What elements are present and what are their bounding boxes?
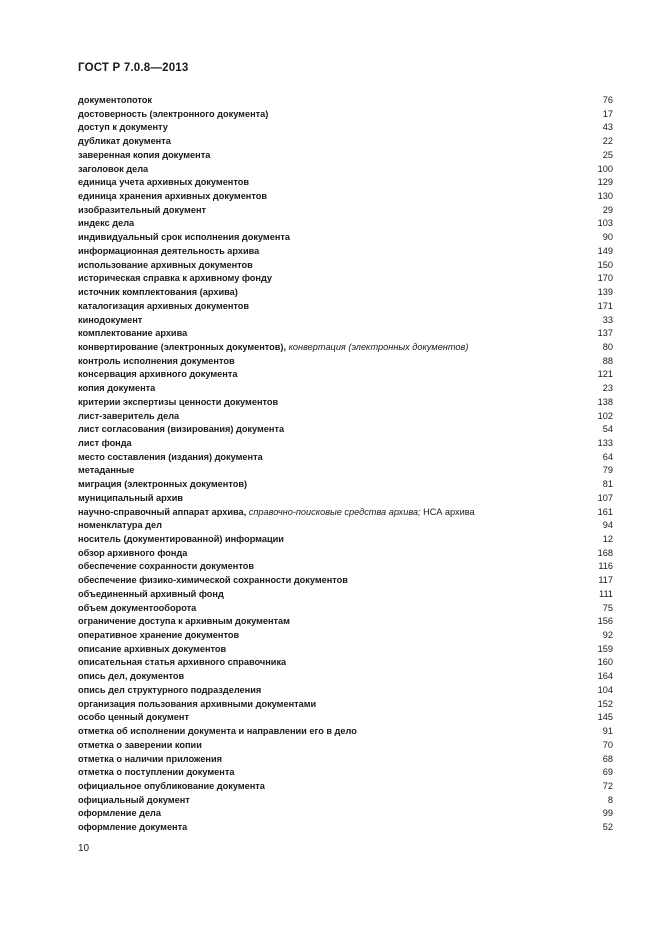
index-entry-page-number: 43 bbox=[602, 122, 613, 133]
index-entry bbox=[78, 108, 613, 122]
index-entry-term-main: копия документа bbox=[78, 383, 156, 394]
index-entry bbox=[78, 629, 613, 643]
index-entry-term bbox=[78, 231, 290, 245]
index-entry-term-main: официальный документ bbox=[78, 794, 190, 805]
index-entry bbox=[78, 821, 613, 835]
index-entry bbox=[78, 807, 613, 821]
index-entry-term-main: единица учета архивных документов bbox=[78, 177, 249, 188]
index-entry-term-main: конвертирование (электронных документов), bbox=[78, 341, 287, 352]
index-entry-term-main: номенклатура дел bbox=[78, 520, 162, 531]
index-entry-term-main: отметка о наличии приложения bbox=[78, 753, 222, 764]
index-entry-page-number: 91 bbox=[602, 726, 613, 737]
index-entry-term bbox=[78, 382, 155, 396]
index-entry-term-main: отметка об исполнении документа и направлении его в дело bbox=[78, 726, 357, 737]
index-entry-page-number: 129 bbox=[597, 177, 613, 188]
index-entry-term bbox=[78, 300, 249, 314]
index-entry-page-number: 29 bbox=[602, 204, 613, 215]
index-entry-page-number: 164 bbox=[597, 671, 613, 682]
index-entry bbox=[78, 478, 613, 492]
index-entry bbox=[78, 368, 613, 382]
index-entry-term bbox=[78, 766, 234, 780]
index-entry-term-main: миграция (электронных документов) bbox=[78, 479, 248, 490]
index-entry-term-main: консервация архивного документа bbox=[78, 369, 238, 380]
index-entry-page-number: 171 bbox=[597, 300, 613, 311]
index-entry-term bbox=[78, 670, 184, 684]
index-entry bbox=[78, 615, 613, 629]
index-entry bbox=[78, 300, 613, 314]
index-entry-term bbox=[78, 437, 132, 451]
index-entry bbox=[78, 519, 613, 533]
index-entry-term bbox=[78, 121, 168, 135]
index-entry-term-synonym: конвертация (электронных документов) bbox=[286, 341, 469, 352]
index-entry-term-main: описательная статья архивного справочника bbox=[78, 657, 287, 668]
index-entry bbox=[78, 698, 613, 712]
index-entry-term bbox=[78, 464, 134, 478]
index-entry-term-main: оформление дела bbox=[78, 808, 162, 819]
index-entry-term-main: оперативное хранение документов bbox=[78, 630, 240, 641]
index-entry-term-main: организация пользования архивными документами bbox=[78, 698, 317, 709]
index-entry-page-number: 102 bbox=[597, 410, 613, 421]
index-entry-page-number: 81 bbox=[602, 479, 613, 490]
index-entry bbox=[78, 794, 613, 808]
index-entry-page-number: 133 bbox=[597, 437, 613, 448]
index-entry bbox=[78, 231, 613, 245]
index-entry-term bbox=[78, 286, 238, 300]
index-entry-term-main: официальное опубликование документа bbox=[78, 780, 265, 791]
index-entry-term bbox=[78, 643, 226, 657]
index-entry-term bbox=[78, 176, 249, 190]
index-entry-term bbox=[78, 478, 247, 492]
index-entry-page-number: 23 bbox=[602, 383, 613, 394]
index-entry-term-main: опись дел структурного подразделения bbox=[78, 684, 262, 695]
index-entry-term bbox=[78, 396, 278, 410]
index-entry-term-main: информационная деятельность архива bbox=[78, 245, 260, 256]
index-entry-term-main: документопоток bbox=[78, 95, 152, 105]
index-entry-term-main: заголовок дела bbox=[78, 163, 149, 174]
index-entry-page-number: 150 bbox=[597, 259, 613, 270]
index-entry-term bbox=[78, 615, 290, 629]
index-entry-term bbox=[78, 807, 161, 821]
index-entry bbox=[78, 163, 613, 177]
index-entry-term bbox=[78, 163, 148, 177]
index-entry-term-main: обзор архивного фонда bbox=[78, 547, 188, 558]
index-entry-term bbox=[78, 190, 267, 204]
index-entry-term bbox=[78, 739, 202, 753]
index-entry-term bbox=[78, 272, 272, 286]
index-entry bbox=[78, 135, 613, 149]
index-entry bbox=[78, 327, 613, 341]
index-entry-term bbox=[78, 423, 284, 437]
index-entry bbox=[78, 643, 613, 657]
index-entry bbox=[78, 272, 613, 286]
index-entry-page-number: 54 bbox=[602, 424, 613, 435]
index-entry-term-main: историческая справка к архивному фонду bbox=[78, 273, 273, 284]
index-entry-term-main: особо ценный документ bbox=[78, 712, 189, 723]
index-entry bbox=[78, 780, 613, 794]
index-entry bbox=[78, 423, 613, 437]
index-entry bbox=[78, 670, 613, 684]
index-entry-term bbox=[78, 560, 254, 574]
index-entry-term-main: каталогизация архивных документов bbox=[78, 300, 250, 311]
index-entry-term-main: заверенная копия документа bbox=[78, 149, 211, 160]
index-entry-page-number: 130 bbox=[597, 191, 613, 202]
index-entry-term-main: достоверность (электронного документа) bbox=[78, 108, 269, 119]
index-entry-page-number: 79 bbox=[602, 465, 613, 476]
index-entry-term-main: отметка о заверении копии bbox=[78, 739, 202, 750]
index-entry-term bbox=[78, 698, 316, 712]
index-entry-term bbox=[78, 451, 263, 465]
index-entry-page-number: 22 bbox=[602, 136, 613, 147]
index-entry-term-main: критерии экспертизы ценности документов bbox=[78, 396, 279, 407]
index-entry-term bbox=[78, 547, 187, 561]
index-entry-term bbox=[78, 259, 253, 273]
index-entry-page-number: 111 bbox=[599, 588, 613, 599]
index-entry-page-number: 159 bbox=[597, 643, 613, 654]
index-entry-term bbox=[78, 780, 265, 794]
index-entry-page-number: 80 bbox=[602, 341, 613, 352]
index-entry-term bbox=[78, 753, 222, 767]
index-entry-page-number: 90 bbox=[602, 232, 613, 243]
index-entry bbox=[78, 259, 613, 273]
index-entry-page-number: 52 bbox=[602, 822, 613, 833]
index-entry-term-main: объем документооборота bbox=[78, 602, 197, 613]
index-entry-term-synonym: справочно-поисковые средства архива; bbox=[246, 506, 421, 517]
index-entry bbox=[78, 149, 613, 163]
index-entry-page-number: 12 bbox=[602, 534, 613, 544]
index-entry-term-main: доступ к документу bbox=[78, 122, 168, 133]
index-entry-term bbox=[78, 588, 224, 602]
index-entry bbox=[78, 547, 613, 561]
index-entry-term-main: место составления (издания) документа bbox=[78, 451, 263, 462]
index-entry-term bbox=[78, 574, 348, 588]
index-entry bbox=[78, 766, 613, 780]
index-entry-term bbox=[78, 629, 239, 643]
index-entry-page-number: 69 bbox=[602, 767, 613, 778]
index-entry-term bbox=[78, 725, 357, 739]
index-entry-page-number: 168 bbox=[597, 547, 613, 558]
index-entry-term bbox=[78, 135, 171, 149]
index-entry-page-number: 92 bbox=[602, 630, 613, 641]
index-entry-page-number: 64 bbox=[602, 451, 613, 462]
index-entry-page-number: 161 bbox=[597, 506, 613, 517]
index-entry bbox=[78, 492, 613, 506]
index-entry bbox=[78, 506, 613, 520]
index-entry-page-number: 117 bbox=[598, 575, 613, 586]
index-entry-term-main: контроль исполнения документов bbox=[78, 355, 235, 366]
index-entry-page-number: 145 bbox=[597, 712, 613, 723]
index-entry-term-abbreviation: НСА архива bbox=[420, 506, 475, 517]
index-entry-page-number: 70 bbox=[602, 739, 613, 750]
index-entry-page-number: 138 bbox=[597, 396, 613, 407]
index-entry bbox=[78, 451, 613, 465]
index-entry-page-number: 68 bbox=[602, 753, 613, 764]
index-entry bbox=[78, 739, 613, 753]
index-entry bbox=[78, 217, 613, 231]
index-entry-term bbox=[78, 341, 468, 355]
index-entry-term-main: единица хранения архивных документов bbox=[78, 191, 267, 202]
index-entry-term bbox=[78, 602, 196, 616]
index-entry-term bbox=[78, 368, 237, 382]
index-entry bbox=[78, 533, 613, 547]
index-entry-term-main: лист фонда bbox=[78, 437, 132, 448]
index-entry bbox=[78, 588, 613, 602]
index-entry-term bbox=[78, 355, 235, 369]
index-entry-term-main: опись дел, документов bbox=[78, 671, 185, 682]
index-entry-page-number: 99 bbox=[602, 808, 613, 819]
index-entry-page-number: 94 bbox=[602, 520, 613, 531]
index-entry-term-main: комплектование архива bbox=[78, 328, 188, 339]
index-entry-term-main: отметка о поступлении документа bbox=[78, 767, 235, 778]
index-entry-term bbox=[78, 684, 261, 698]
index-entry-term bbox=[78, 794, 190, 808]
index-entry-term-main: оформление документа bbox=[78, 822, 188, 833]
index-entry-term-main: муниципальный архив bbox=[78, 492, 184, 503]
index-entry-page-number: 8 bbox=[607, 794, 613, 805]
term-index-list bbox=[78, 94, 613, 835]
index-entry-term bbox=[78, 519, 162, 533]
index-entry-page-number: 17 bbox=[602, 108, 613, 119]
index-entry-term bbox=[78, 711, 189, 725]
index-entry-term bbox=[78, 94, 152, 108]
index-entry-page-number: 170 bbox=[597, 273, 613, 284]
index-entry-page-number: 107 bbox=[597, 492, 613, 503]
index-entry-term-main: источник комплектования (архива) bbox=[78, 287, 238, 298]
index-entry bbox=[78, 602, 613, 616]
index-entry bbox=[78, 656, 613, 670]
index-entry-term bbox=[78, 410, 179, 424]
index-entry bbox=[78, 464, 613, 478]
index-entry bbox=[78, 753, 613, 767]
index-entry-term-main: лист согласования (визирования) документа bbox=[78, 424, 285, 435]
index-entry-page-number: 116 bbox=[598, 561, 613, 572]
index-entry-page-number: 121 bbox=[597, 369, 613, 380]
index-entry-term-main: дубликат документа bbox=[78, 136, 171, 147]
index-entry-term-main: обеспечение физико-химической сохранности документов bbox=[78, 575, 348, 586]
index-entry-page-number: 72 bbox=[602, 780, 613, 791]
index-entry-page-number: 88 bbox=[602, 355, 613, 366]
index-entry-term bbox=[78, 108, 268, 122]
index-entry-page-number: 139 bbox=[597, 287, 613, 298]
index-entry bbox=[78, 176, 613, 190]
index-entry bbox=[78, 94, 613, 108]
index-entry bbox=[78, 711, 613, 725]
index-entry-term-main: метаданные bbox=[78, 465, 135, 476]
index-entry-term-main: объединенный архивный фонд bbox=[78, 588, 224, 599]
index-entry-page-number: 149 bbox=[597, 245, 613, 256]
index-entry-term bbox=[78, 506, 475, 520]
page-number: 10 bbox=[78, 843, 90, 854]
index-entry-term bbox=[78, 327, 187, 341]
index-entry-page-number: 160 bbox=[597, 657, 613, 668]
index-entry-page-number: 75 bbox=[602, 602, 613, 613]
index-entry-page-number: 76 bbox=[602, 95, 613, 105]
index-entry-page-number: 33 bbox=[602, 314, 613, 325]
index-entry-term-main: изобразительный документ bbox=[78, 204, 206, 215]
index-entry-term-main: ограничение доступа к архивным документам bbox=[78, 616, 290, 627]
index-entry-page-number: 137 bbox=[597, 328, 613, 339]
index-entry bbox=[78, 684, 613, 698]
index-entry bbox=[78, 190, 613, 204]
index-entry bbox=[78, 560, 613, 574]
index-entry bbox=[78, 437, 613, 451]
index-entry-term bbox=[78, 821, 187, 835]
index-entry-page-number: 100 bbox=[597, 163, 613, 174]
index-entry-term-main: обеспечение сохранности документов bbox=[78, 561, 254, 572]
page-header-title: ГОСТ Р 7.0.8—2013 bbox=[78, 62, 189, 74]
index-entry-term-main: использование архивных документов bbox=[78, 259, 253, 270]
index-entry-term bbox=[78, 656, 286, 670]
index-entry-term-main: индекс дела bbox=[78, 218, 135, 229]
index-entry bbox=[78, 410, 613, 424]
index-entry-term-main: индивидуальный срок исполнения документа bbox=[78, 232, 290, 243]
index-entry-term bbox=[78, 245, 259, 259]
index-entry bbox=[78, 574, 613, 588]
index-entry-term-main: носитель (документированной) информации bbox=[78, 534, 284, 544]
index-entry bbox=[78, 245, 613, 259]
index-entry bbox=[78, 286, 613, 300]
index-entry bbox=[78, 725, 613, 739]
index-entry-term-main: кинодокумент bbox=[78, 314, 143, 325]
index-entry bbox=[78, 396, 613, 410]
index-entry-page-number: 104 bbox=[597, 684, 613, 695]
index-entry-term bbox=[78, 492, 183, 506]
index-entry-term bbox=[78, 314, 142, 328]
index-entry bbox=[78, 314, 613, 328]
index-entry-page-number: 152 bbox=[597, 698, 613, 709]
index-entry bbox=[78, 341, 613, 355]
index-entry bbox=[78, 382, 613, 396]
index-entry-page-number: 25 bbox=[602, 149, 613, 160]
index-entry-term bbox=[78, 204, 206, 218]
index-entry bbox=[78, 355, 613, 369]
index-entry-term-main: научно-справочный аппарат архива, bbox=[78, 506, 247, 517]
index-entry-page-number: 156 bbox=[597, 616, 613, 627]
index-entry-term-main: лист-заверитель дела bbox=[78, 410, 180, 421]
index-entry-term bbox=[78, 533, 284, 547]
index-entry bbox=[78, 121, 613, 135]
index-entry-page-number: 103 bbox=[597, 218, 613, 229]
index-entry-term bbox=[78, 217, 134, 231]
index-entry-term bbox=[78, 149, 210, 163]
index-entry bbox=[78, 204, 613, 218]
index-entry-term-main: описание архивных документов bbox=[78, 643, 227, 654]
